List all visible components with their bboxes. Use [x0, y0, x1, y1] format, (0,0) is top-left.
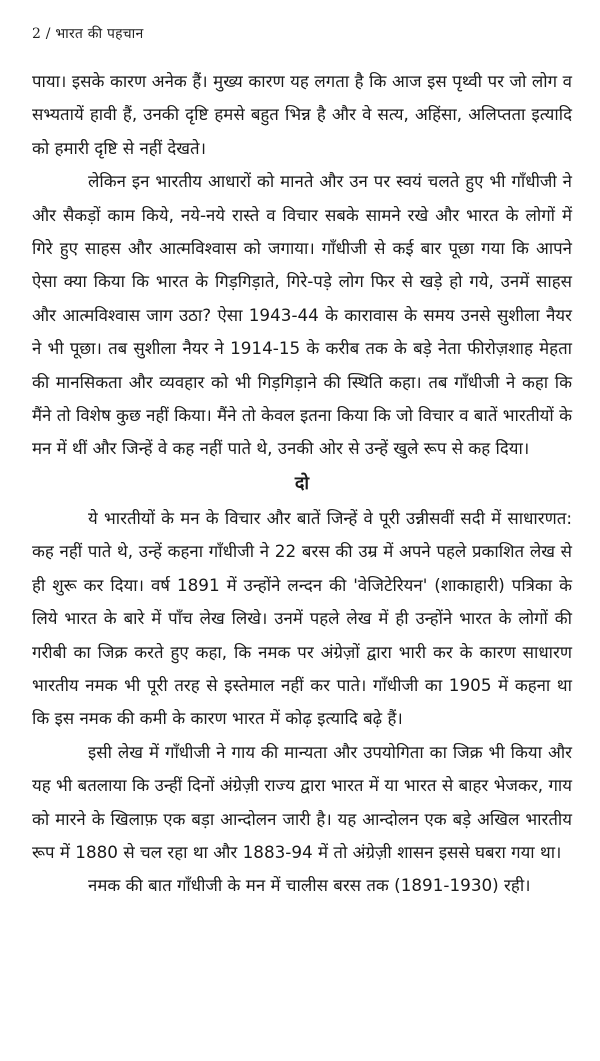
- page-header: 2 / भारत की पहचान: [32, 26, 144, 42]
- paragraph-salt: नमक की बात गाँधीजी के मन में चालीस बरस तक (1891-1930) रही।: [88, 875, 531, 896]
- paragraph-cow-movement: इसी लेख में गाँधीजी ने गाय की मान्यता और उपयोगिता का जिक्र भी किया और यह भी बतलाया कि उन्हीं दिनों अंग्रेज़ी राज्य द्वारा भारत में या भारत से बाहर भेजकर, गाय को मारने के खिलाफ़ एक बड़ा आन्दोलन जारी है। यह आन्दोलन एक बड़े अखिल भारतीय रूप में 1880 से चल रहा था और 1883-94 में तो अंग्रेज़ी शासन इससे घबरा गया था।: [32, 741, 572, 862]
- paragraph-first-article: ये भारतीयों के मन के विचार और बातें जिन्हें वे पूरी उन्नीसवीं सदी में साधारणत: कह नहीं पाते थे, उन्हें कहना गाँधीजी ने 22 बरस की उम्र में अपने पहले प्रकाशित लेख से ही शुरू कर दिया। वर्ष 1891 में उन्होंने लन्दन की 'वेजिटेरियन' (शाकाहारी) पत्रिका के लिये भारत के बारे में पाँच लेख लिखे। उनमें पहले लेख में ही उन्होंने भारत के लोगों की गरीबी का जिक्र करते हुए कहा, कि नमक पर अंग्रेज़ों द्वारा भारी कर के कारण साधारण भारतीय नमक भी पूरी तरह से इस्तेमाल नहीं कर पाते। गाँधीजी का 1905 में कहना था कि इस नमक की कमी के कारण भारत में कोढ़ इत्यादि बढ़े हैं।: [32, 507, 572, 729]
- section-heading: दो: [294, 472, 310, 494]
- paragraph-continuation: पाया। इसके कारण अनेक हैं। मुख्य कारण यह लगता है कि आज इस पृथ्वी पर जो लोग व सभ्यतायें हावी हैं, उनकी दृष्टि हमसे बहुत भिन्न है और वे सत्य, अहिंसा, अलिप्तता इत्यादि को हमारी दृष्टि से नहीं देखते।: [32, 71, 572, 158]
- page-body: [32, 65, 572, 903]
- paragraph-gandhi-courage: लेकिन इन भारतीय आधारों को मानते और उन पर स्वयं चलते हुए भी गाँधीजी ने और सैकड़ों काम किये, नये-नये रास्ते व विचार सबके सामने रखे और भारत के लोगों में गिरे हुए साहस और आत्मविश्वास को जगाया। गाँधीजी से कई बार पूछा गया कि आपने ऐसा क्या किया कि भारत के गिड़गिड़ाते, गिरे-पड़े लोग फिर से खड़े हो गये, उनमें साहस और आत्मविश्वास जाग उठा? ऐसा 1943-44 के कारावास के समय उनसे सुशीला नैयर ने भी पूछा। तब सुशीला नैयर ने 1914-15 के करीब तक के बड़े नेता फीरोज़शाह मेहता की मानसिकता और व्यवहार को भी गिड़गिड़ाने की स्थिति कहा। तब गाँधीजी ने कहा कि मैंने तो विशेष कुछ नहीं किया। मैंने तो केवल इतना किया कि जो विचार व बातें भारतीयों के मन में थीं और जिन्हें वे कह नहीं पाते थे, उनकी ओर से उन्हें खुले रूप से कह दिया।: [32, 171, 572, 459]
